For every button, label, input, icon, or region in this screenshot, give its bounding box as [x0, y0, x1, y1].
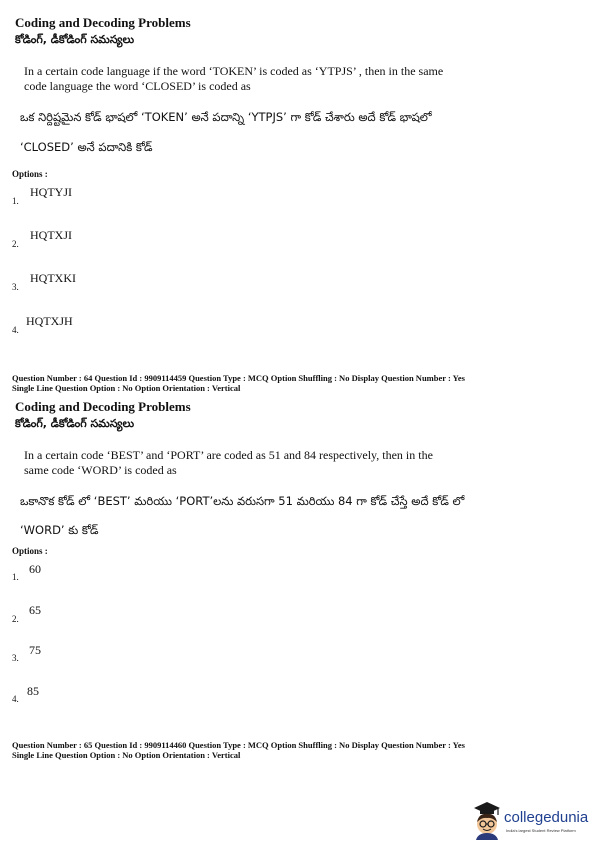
q1-option-4-number: 4.	[12, 325, 19, 335]
logo-wordmark: collegedunia	[504, 809, 589, 826]
q2-option-2-number: 2.	[12, 614, 19, 624]
q1-options-label: Options :	[12, 169, 48, 179]
q1-option-2-text[interactable]: HQTXJI	[30, 228, 72, 242]
q1-question-te-line-2: ‘CLOSED’ అనే పదానికి కోడ్	[20, 140, 153, 154]
q2-question-en-line-2: same code ‘WORD’ is coded as	[24, 463, 177, 477]
q2-heading-te: కోడింగ్, డీకోడింగ్ సమస్యలు	[15, 417, 135, 430]
q1-question-en-line-1: In a certain code language if the word ‘TOKEN’ is coded as ‘YTPJS’ , then in the same	[24, 64, 444, 78]
q2-metadata-line-2: Single Line Question Option : No Option Orientation : Vertical	[12, 750, 241, 760]
q1-option-2-number: 2.	[12, 239, 19, 249]
q1-option-1-number: 1.	[12, 196, 19, 206]
q1-option-4-text[interactable]: HQTXJH	[26, 314, 73, 328]
q1-metadata-line-1: Question Number : 64 Question Id : 9909114459 Question Type : MCQ Option Shuffling : No Display Question Number : Yes	[12, 373, 465, 383]
q1-metadata-line-2: Single Line Question Option : No Option Orientation : Vertical	[12, 383, 241, 393]
q2-question-en-line-1: In a certain code ‘BEST’ and ‘PORT’ are coded as 51 and 84 respectively, then in the	[24, 448, 433, 462]
q1-option-3-number: 3.	[12, 282, 19, 292]
q1-option-3-text[interactable]: HQTXKI	[30, 271, 76, 285]
q2-option-3-text[interactable]: 75	[29, 643, 41, 657]
q2-question-en	[24, 448, 584, 478]
q2-question-te-line-1: ఒకానొక కోడ్ లో ‘BEST’ మరియు ‘PORT’లను వరుసగా 51 మరియు 84 గా కోడ్ చేస్తే అదే కోడ్ లో	[20, 494, 465, 508]
q2-heading-en: Coding and Decoding Problems	[15, 399, 191, 414]
q1-heading-en: Coding and Decoding Problems	[15, 15, 191, 30]
q2-option-4-text[interactable]: 85	[27, 684, 39, 698]
q1-question-en	[24, 64, 584, 94]
q1-question-te-line-1: ఒక నిర్దిష్టమైన కోడ్ భాషలో ‘TOKEN’ అనే పదాన్ని ‘YTPJS’ గా కోడ్ చేశారు అదే కోడ్ భాషలో	[20, 110, 432, 124]
graduate-avatar-icon	[470, 800, 504, 840]
q2-question-te-line-2: ‘WORD’ కు కోడ్	[20, 523, 99, 537]
q2-option-1-number: 1.	[12, 572, 19, 582]
q1-question-en-line-2: code language the word ‘CLOSED’ is coded as	[24, 79, 251, 93]
logo-tagline: India's largest Student Review Platform	[506, 828, 576, 833]
q2-options-label: Options :	[12, 546, 48, 556]
collegedunia-logo	[470, 800, 595, 842]
q1-option-1-text[interactable]: HQTYJI	[30, 185, 72, 199]
q2-option-4-number: 4.	[12, 694, 19, 704]
q1-heading-te: కోడింగ్, డీకోడింగ్ సమస్యలు	[15, 33, 135, 46]
q2-option-2-text[interactable]: 65	[29, 603, 41, 617]
q2-option-3-number: 3.	[12, 653, 19, 663]
q2-option-1-text[interactable]: 60	[29, 562, 41, 576]
q1-metadata	[12, 373, 587, 393]
q2-metadata	[12, 740, 587, 760]
q2-metadata-line-1: Question Number : 65 Question Id : 9909114460 Question Type : MCQ Option Shuffling : No Display Question Number : Yes	[12, 740, 465, 750]
